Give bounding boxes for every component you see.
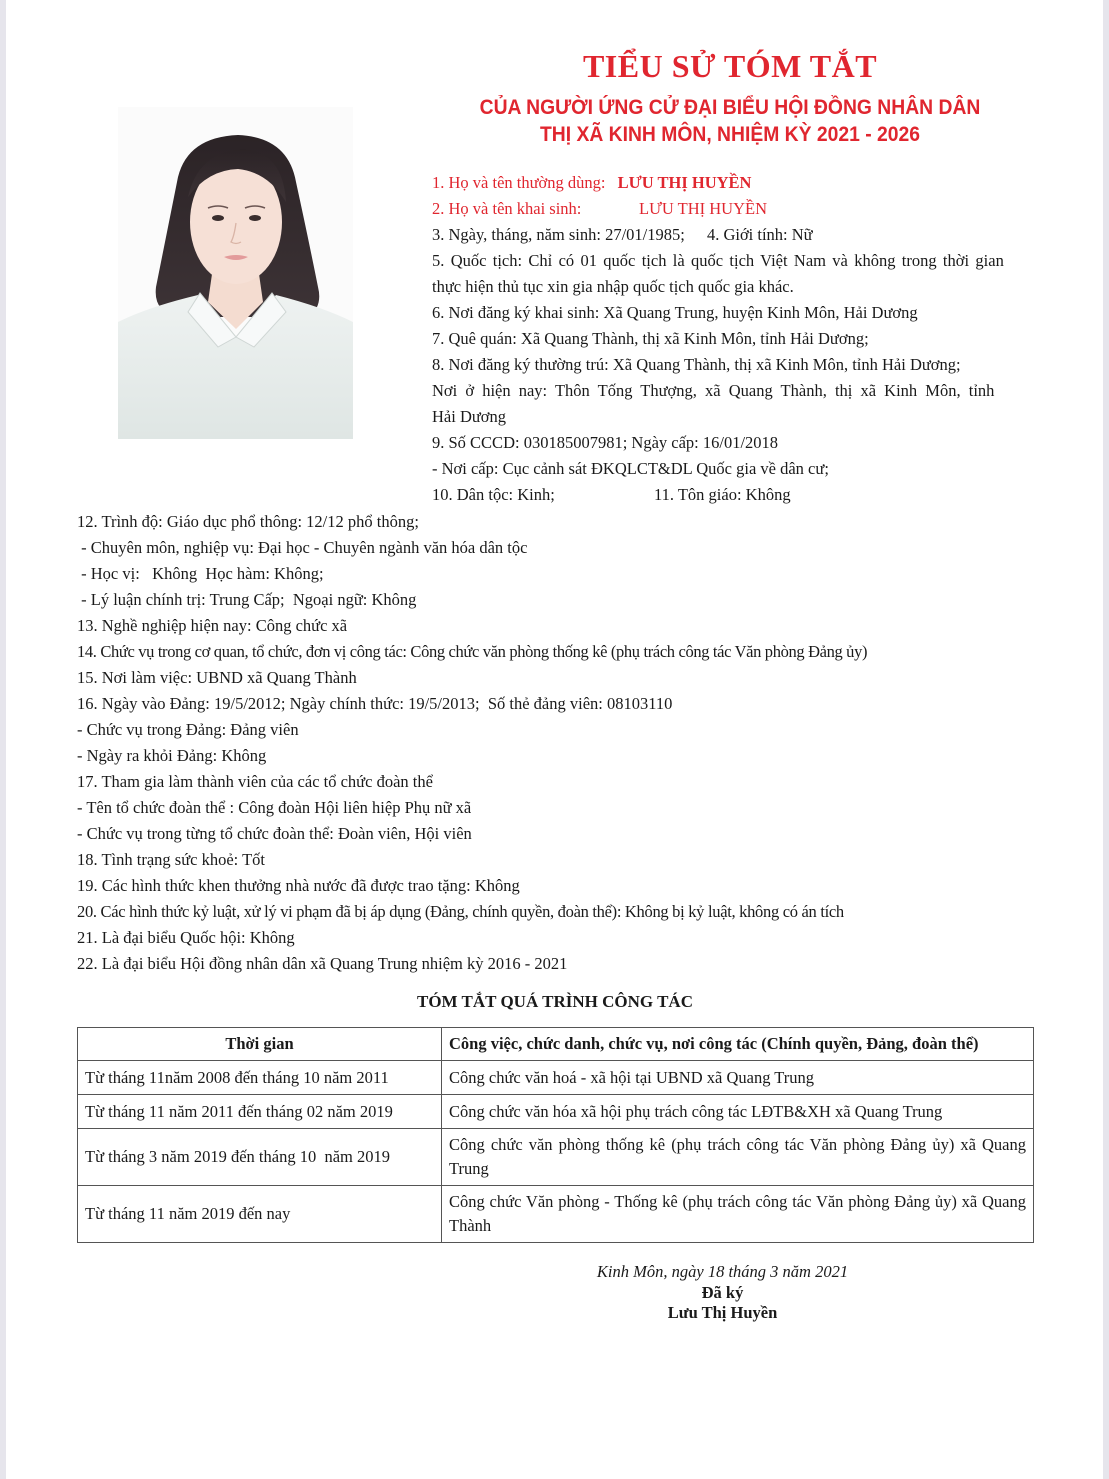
page-edge-left bbox=[0, 0, 6, 1479]
field-nationality-line1: 5. Quốc tịch: Chỉ có 01 quốc tịch là quốc tịch Việt Nam và không trong thời gian bbox=[432, 251, 1004, 270]
field-religion: 11. Tôn giáo: Không bbox=[654, 485, 791, 504]
field-nationality-line2: thực hiện thủ tục xin gia nhập quốc tịch quốc gia khác. bbox=[432, 277, 794, 296]
row-time: Từ tháng 3 năm 2019 đến tháng 10 năm 2019 bbox=[78, 1129, 442, 1186]
field-common-name bbox=[432, 173, 751, 193]
field-birth-name bbox=[432, 199, 767, 219]
field-common-name-label: 1. Họ và tên thường dùng: bbox=[432, 173, 606, 192]
document-title: TIỂU SỬ TÓM TẮT bbox=[582, 48, 878, 84]
column-header-work: Công việc, chức danh, chức vụ, nơi công tác (Chính quyền, Đảng, đoàn thể) bbox=[442, 1028, 1034, 1061]
field-hometown: 7. Quê quán: Xã Quang Thành, thị xã Kinh Môn, tỉnh Hải Dương; bbox=[432, 329, 869, 348]
document-subtitle bbox=[445, 94, 1015, 148]
field-party-position: - Chức vụ trong Đảng: Đảng viên bbox=[77, 720, 299, 739]
field-birth-name-value: LƯU THỊ HUYỀN bbox=[639, 199, 767, 218]
field-id-issuer: - Nơi cấp: Cục cảnh sát ĐKQLCT&DL Quốc gia về dân cư; bbox=[432, 459, 829, 478]
field-gender: 4. Giới tính: Nữ bbox=[706, 225, 813, 244]
signature-status: Đã ký bbox=[701, 1283, 744, 1302]
field-council-delegate: 22. Là đại biểu Hội đồng nhân dân xã Quang Trung nhiệm kỳ 2016 - 2021 bbox=[77, 954, 568, 973]
field-education: 12. Trình độ: Giáo dục phổ thông: 12/12 phổ thông; bbox=[77, 512, 419, 531]
table-row bbox=[78, 1095, 1034, 1129]
field-birthdate-gender bbox=[432, 225, 813, 245]
field-degree: - Học vị: Không Học hàm: Không; bbox=[77, 564, 324, 583]
column-header-time: Thời gian bbox=[78, 1028, 442, 1061]
row-time: Từ tháng 11 năm 2011 đến tháng 02 năm 2019 bbox=[78, 1095, 442, 1129]
row-time: Từ tháng 11năm 2008 đến tháng 10 năm 2011 bbox=[78, 1061, 442, 1095]
field-health: 18. Tình trạng sức khoẻ: Tốt bbox=[77, 850, 265, 869]
portrait-illustration bbox=[118, 107, 353, 439]
table-row bbox=[78, 1061, 1034, 1095]
field-party-join: 16. Ngày vào Đảng: 19/5/2012; Ngày chính thức: 19/5/2013; Số thẻ đảng viên: 08103110 bbox=[77, 694, 673, 713]
subtitle-line-2: THỊ XÃ KINH MÔN, NHIỆM KỲ 2021 - 2026 bbox=[539, 123, 921, 146]
field-id-card: 9. Số CCCD: 030185007981; Ngày cấp: 16/01/2018 bbox=[432, 433, 779, 452]
row-time: Từ tháng 11 năm 2019 đến nay bbox=[78, 1186, 442, 1243]
field-organizations: 17. Tham gia làm thành viên của các tổ chức đoàn thể bbox=[77, 772, 433, 791]
row-work: Công chức Văn phòng - Thống kê (phụ trách công tác Văn phòng Đảng ủy) xã Quang Thành bbox=[442, 1186, 1034, 1243]
signature-name: Lưu Thị Huyền bbox=[667, 1303, 778, 1322]
subtitle-line-1: CỦA NGƯỜI ỨNG CỬ ĐẠI BIỂU HỘI ĐỒNG NHÂN DÂN bbox=[479, 96, 981, 119]
table-header-row bbox=[78, 1028, 1034, 1061]
field-political-theory: - Lý luận chính trị: Trung Cấp; Ngoại ngữ: Không bbox=[77, 590, 417, 609]
field-birth-name-label: 2. Họ và tên khai sinh: bbox=[432, 199, 582, 218]
field-birthdate: 3. Ngày, tháng, năm sinh: 27/01/1985; bbox=[432, 225, 685, 244]
field-current-residence-line1: Nơi ở hiện nay: Thôn Tống Thượng, xã Quang Thành, thị xã Kinh Môn, tỉnh bbox=[432, 381, 995, 400]
signature-place-date: Kinh Môn, ngày 18 tháng 3 năm 2021 bbox=[596, 1262, 849, 1281]
table-row bbox=[78, 1186, 1034, 1243]
field-current-residence-line2: Hải Dương bbox=[432, 407, 507, 426]
work-history-table bbox=[77, 1027, 1034, 1243]
field-national-assembly: 21. Là đại biểu Quốc hội: Không bbox=[77, 928, 295, 947]
field-birth-registration: 6. Nơi đăng ký khai sinh: Xã Quang Trung, huyện Kinh Môn, Hải Dương bbox=[432, 303, 918, 322]
row-work: Công chức văn phòng thống kê (phụ trách công tác Văn phòng Đảng ủy) xã Quang Trung bbox=[442, 1129, 1034, 1186]
field-common-name-value: LƯU THỊ HUYỀN bbox=[617, 173, 752, 192]
field-discipline: 20. Các hình thức kỷ luật, xử lý vi phạm đã bị áp dụng (Đảng, chính quyền, đoàn thể): Không bị kỷ luật, không có án tích bbox=[77, 902, 844, 921]
field-specialty: - Chuyên môn, nghiệp vụ: Đại học - Chuyên ngành văn hóa dân tộc bbox=[77, 538, 528, 557]
field-occupation: 13. Nghề nghiệp hiện nay: Công chức xã bbox=[77, 616, 348, 635]
field-party-leave: - Ngày ra khỏi Đảng: Không bbox=[77, 746, 267, 765]
field-permanent-residence: 8. Nơi đăng ký thường trú: Xã Quang Thành, thị xã Kinh Môn, tỉnh Hải Dương; bbox=[432, 355, 961, 374]
portrait-photo bbox=[118, 107, 353, 439]
page-edge-right bbox=[1103, 0, 1109, 1479]
field-ethnicity: 10. Dân tộc: Kinh; bbox=[432, 485, 555, 504]
table-row bbox=[78, 1129, 1034, 1186]
work-history-title: TÓM TẮT QUÁ TRÌNH CÔNG TÁC bbox=[417, 992, 693, 1011]
field-workplace: 15. Nơi làm việc: UBND xã Quang Thành bbox=[77, 668, 357, 687]
field-organization-role: - Chức vụ trong từng tổ chức đoàn thể: Đoàn viên, Hội viên bbox=[77, 824, 472, 843]
row-work: Công chức văn hoá - xã hội tại UBND xã Quang Trung bbox=[442, 1061, 1034, 1095]
field-awards: 19. Các hình thức khen thưởng nhà nước đã được trao tặng: Không bbox=[77, 876, 520, 895]
field-position: 14. Chức vụ trong cơ quan, tổ chức, đơn vị công tác: Công chức văn phòng thống kê (phụ trách công tác Văn phòng Đảng ủy) bbox=[77, 642, 868, 661]
field-ethnicity-religion bbox=[432, 485, 791, 505]
row-work: Công chức văn hóa xã hội phụ trách công tác LĐTB&XH xã Quang Trung bbox=[442, 1095, 1034, 1129]
field-organization-name: - Tên tổ chức đoàn thể : Công đoàn Hội liên hiệp Phụ nữ xã bbox=[77, 798, 472, 817]
